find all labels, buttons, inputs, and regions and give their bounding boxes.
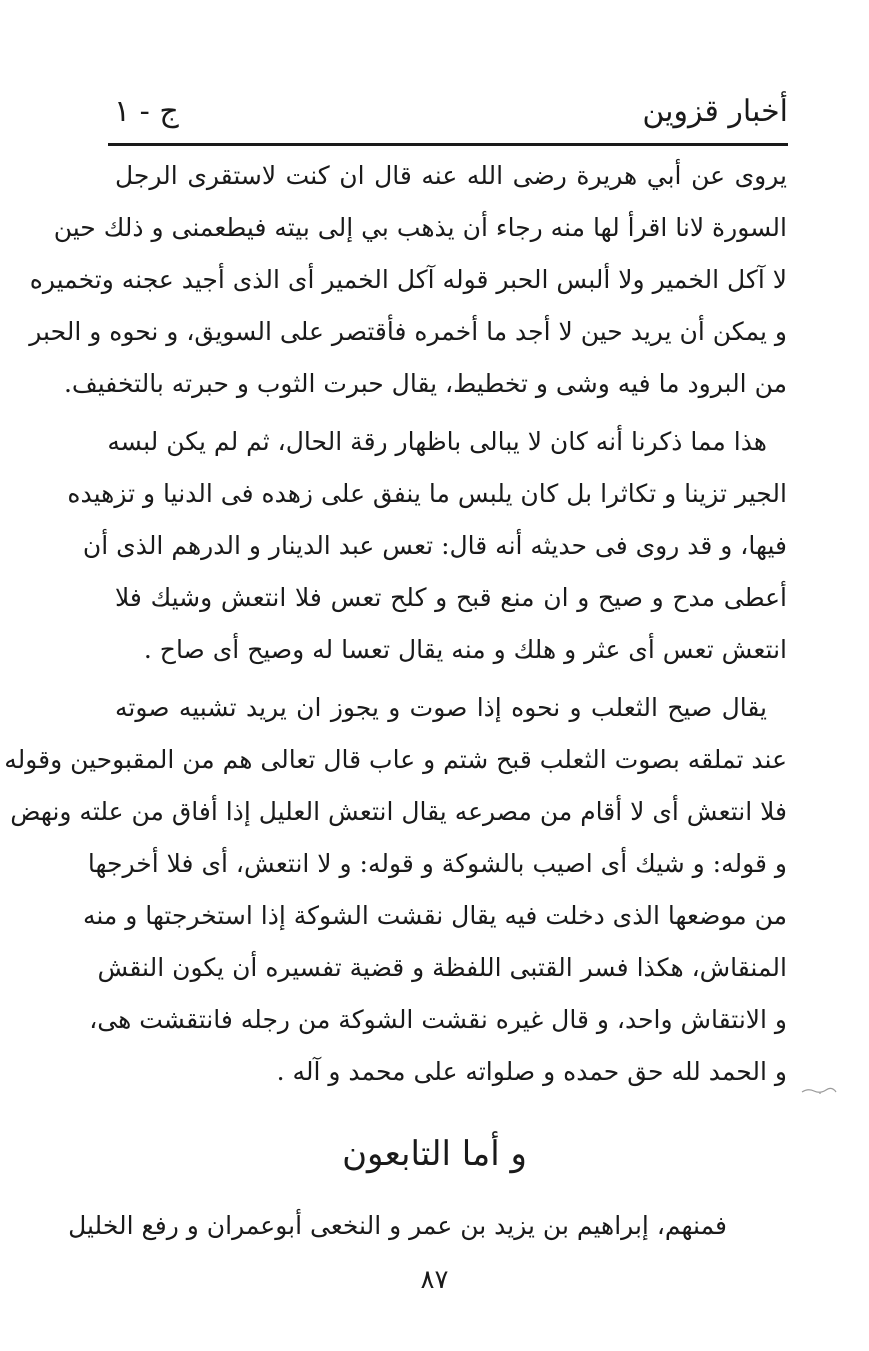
- text-line: من موضعها الذى دخلت فيه يقال نقشت الشوكة إذا استخرجتها و منه: [82, 901, 787, 930]
- text-line: فلا انتعش أى لا أقام من مصرعه يقال انتعش العليل إذا أفاق من علته ونهض: [10, 797, 787, 826]
- text-line: الجير تزينا و تكاثرا بل كان يلبس ما ينفق على زهده فى الدنيا و تزهيده: [67, 479, 787, 508]
- ink-smudge: [800, 1085, 838, 1097]
- text-line: فمنهم، إبراهيم بن يزيد بن عمر و النخعى أبوعمران و رفع الخليل: [68, 1211, 727, 1240]
- text-line: المنقاش، هكذا فسر القتبى اللفظة و قضية تفسيره أن يكون النقش: [97, 953, 787, 982]
- body-text: [4, 150, 787, 1098]
- text-line: من البرود ما فيه وشى و تخطيط، يقال حبرت الثوب و حبرته بالتخفيف.: [63, 369, 787, 398]
- text-line: لا آكل الخمير ولا ألبس الحبر قوله آكل الخمير أى الذى أجيد عجنه وتخميره: [29, 265, 787, 294]
- text-line: و قوله: و شيك أى اصيب بالشوكة و قوله: و لا انتعش، أى فلا أخرجها: [87, 849, 787, 878]
- text-line: و الانتقاش واحد، و قال غيره نقشت الشوكة من رجله فانتقشت هى،: [89, 1005, 787, 1034]
- section-heading: و أما التابعون: [342, 1134, 527, 1174]
- running-title: أخبار قزوين: [642, 94, 788, 129]
- text-line: السورة لانا اقرأ لها منه رجاء أن يذهب بي إلى بيته فيطعمنى و ذلك حين: [53, 213, 787, 242]
- text-line: فيها، و قد روى فى حديثه أنه قال: تعس عبد الدينار و الدرهم الذى أن: [82, 531, 787, 560]
- text-line: انتعش تعس أى عثر و هلك و منه يقال تعسا له وصيح أى صاح .: [143, 635, 787, 664]
- text-line: و الحمد لله حق حمده و صلواته على محمد و آله .: [276, 1057, 787, 1086]
- text-line: هذا مما ذكرنا أنه كان لا يبالى باظهار رقة الحال، ثم لم يكن لبسه: [107, 427, 767, 456]
- text-line: يروى عن أبي هريرة رضى الله عنه قال ان كنت لاستقرى الرجل: [115, 161, 787, 190]
- volume-label: ج - ١: [114, 94, 179, 129]
- page-header: [108, 88, 788, 138]
- text-line: و يمكن أن يريد حين لا أجد ما أخمره فأقتصر على السويق، و نحوه و الحبر: [29, 317, 787, 346]
- text-line: أعطى مدح و صيح و ان منع قبح و كلح تعس فلا انتعش وشيك فلا: [115, 583, 787, 612]
- header-rule: [108, 143, 788, 146]
- text-line: عند تملقه بصوت الثعلب قبح شتم و عاب قال تعالى هم من المقبوحين وقوله: [4, 745, 787, 774]
- text-line: يقال صيح الثعلب و نحوه إذا صوت و يجوز ان يريد تشبيه صوته: [115, 693, 767, 722]
- page-number: ٨٧: [420, 1265, 449, 1295]
